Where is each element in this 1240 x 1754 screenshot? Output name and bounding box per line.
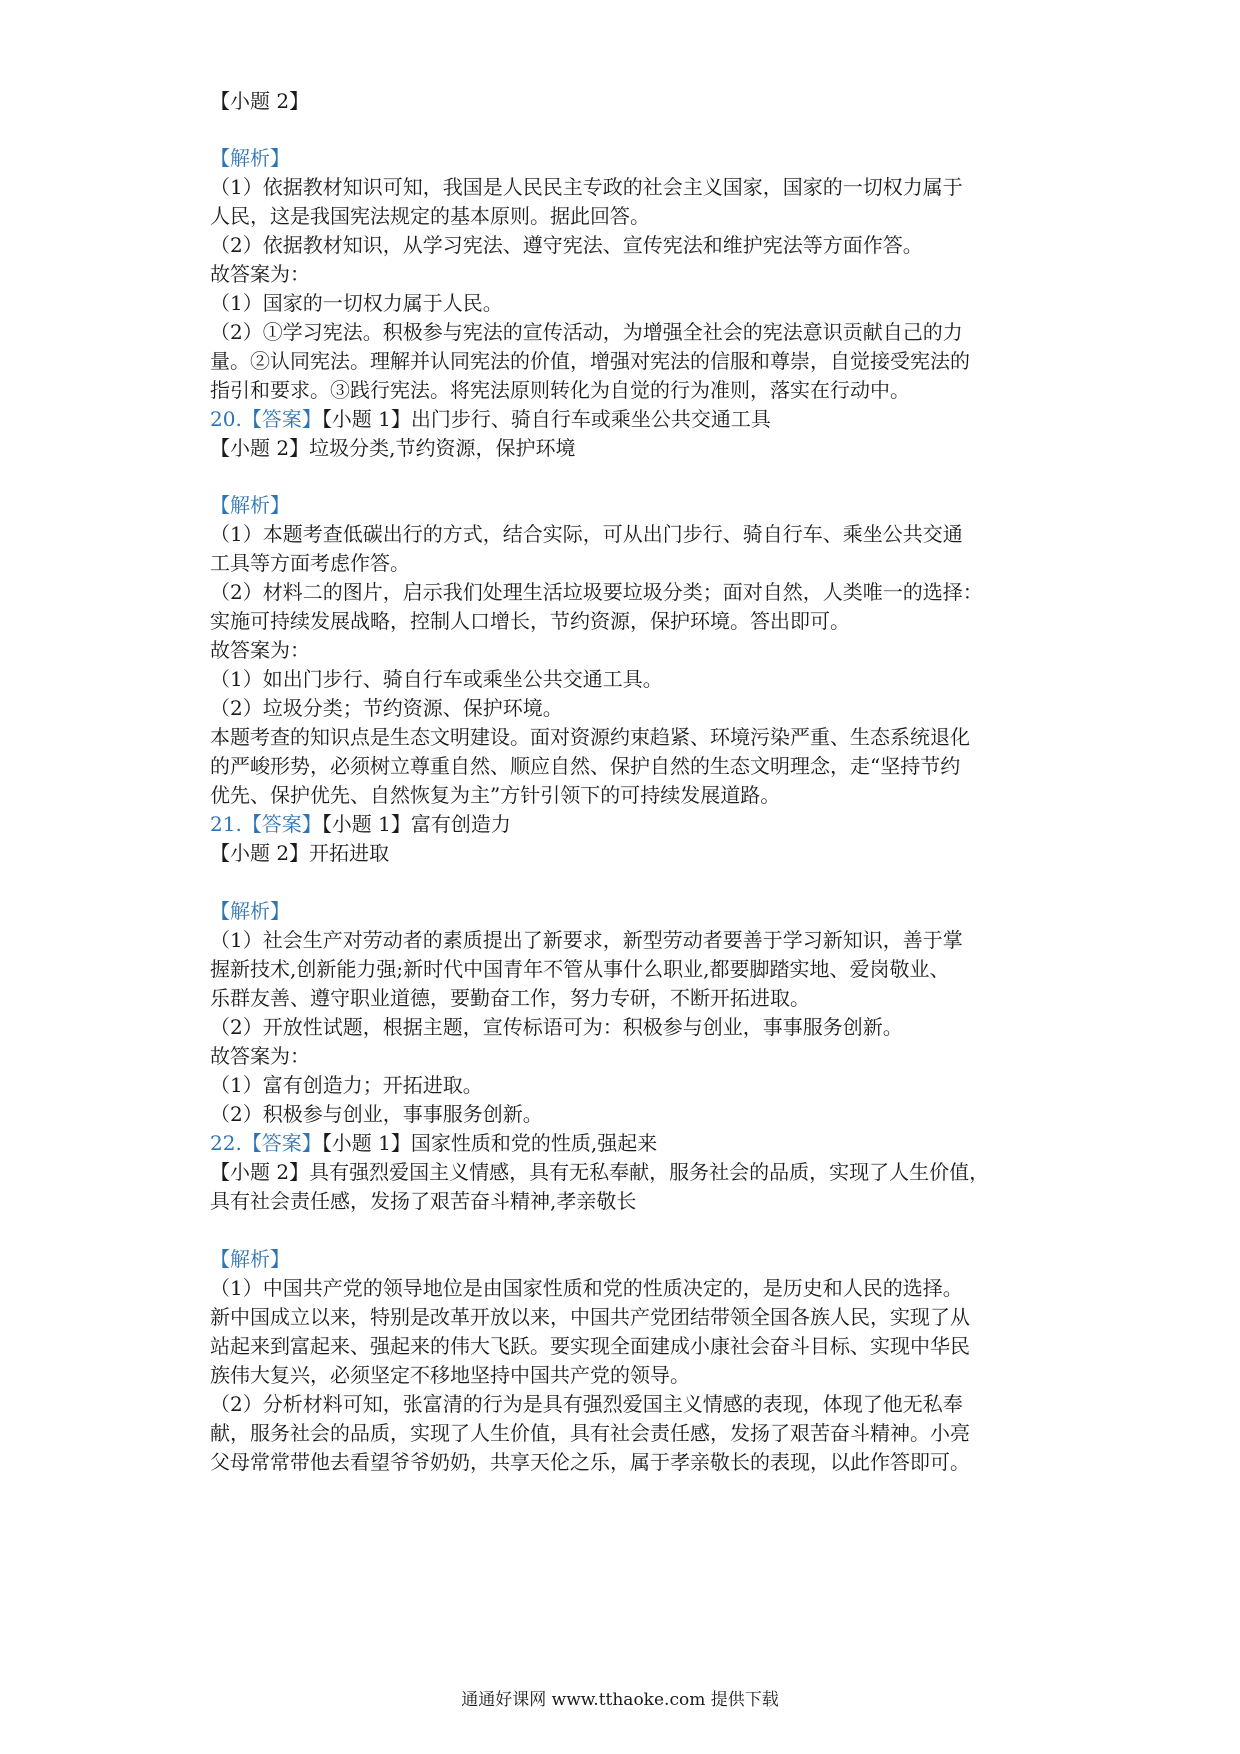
text-segment: 献，服务社会的品质，实现了人生价值，具有社会责任感，发扬了艰苦奋斗精神。小亮: [210, 1421, 970, 1445]
text-segment: 本题考查的知识点是生态文明建设。面对资源约束趋紧、环境污染严重、生态系统退化: [210, 725, 970, 749]
text-line: [210, 230, 1050, 260]
text-line: [210, 346, 1050, 376]
text-line: [210, 693, 1050, 723]
text-line: [210, 201, 1050, 231]
page-footer: 通通好课网 www.tthaoke.com 提供下载: [461, 1690, 779, 1710]
text-line: [210, 1447, 1050, 1477]
text-segment: （1）富有创造力；开拓进取。: [210, 1073, 483, 1097]
text-segment: 故答案为：: [210, 638, 310, 662]
text-segment: 指引和要求。③践行宪法。将宪法原则转化为自觉的行为准则，落实在行动中。: [210, 378, 910, 402]
text-line: [210, 1360, 1050, 1390]
text-segment: （1）依据教材知识可知，我国是人民民主专政的社会主义国家，国家的一切权力属于: [210, 175, 963, 199]
text-segment: 故答案为：: [210, 1044, 310, 1068]
text-segment: 的严峻形势，必须树立尊重自然、顺应自然、保护自然的生态文明理念，走“坚持节约: [210, 754, 961, 778]
text-segment: （1）国家的一切权力属于人民。: [210, 291, 503, 315]
text-line: [210, 635, 1050, 665]
text-segment: （2）依据教材知识，从学习宪法、遵守宪法、宣传宪法和维护宪法等方面作答。: [210, 233, 923, 257]
text-line: [210, 751, 1050, 781]
text-segment: 实施可持续发展战略，控制人口增长，节约资源，保护环境。答出即可。: [210, 609, 850, 633]
text-segment: （2）积极参与创业，事事服务创新。: [210, 1102, 543, 1126]
text-line: [210, 606, 1050, 636]
text-segment: 父母常常带他去看望爷爷奶奶，共享天伦之乐，属于孝亲敬长的表现，以此作答即可。: [210, 1450, 970, 1474]
text-line: [210, 490, 1050, 520]
text-line: [210, 838, 1050, 868]
text-line: [210, 1157, 1050, 1187]
section-label: 【解析】: [210, 146, 290, 170]
text-segment: 具有社会责任感，发扬了艰苦奋斗精神,孝亲敬长: [210, 1189, 637, 1213]
text-line: [210, 1186, 1050, 1216]
text-line: [210, 1244, 1050, 1274]
text-segment: 族伟大复兴，必须坚定不移地坚持中国共产党的领导。: [210, 1363, 690, 1387]
text-line: [210, 1128, 1050, 1158]
text-line: [210, 664, 1050, 694]
text-segment: 人民，这是我国宪法规定的基本原则。据此回答。: [210, 204, 650, 228]
text-line: [210, 375, 1050, 405]
text-line: [210, 809, 1050, 839]
text-line: [210, 433, 1050, 463]
text-segment: 握新技术,创新能力强;新时代中国青年不管从事什么职业,都要脚踏实地、爱岗敬业、: [210, 957, 950, 981]
text-segment: （2）开放性试题，根据主题，宣传标语可为：积极参与创业，事事服务创新。: [210, 1015, 903, 1039]
text-segment: 【小题 2】: [210, 89, 310, 113]
text-line: [210, 86, 1050, 116]
text-line: [210, 1012, 1050, 1042]
text-segment: （2）材料二的图片，启示我们处理生活垃圾要垃圾分类；面对自然，人类唯一的选择：: [210, 580, 983, 604]
text-line: [210, 1302, 1050, 1332]
text-line: [210, 404, 1050, 434]
text-line: [210, 722, 1050, 752]
text-segment: 故答案为：: [210, 262, 310, 286]
text-line: [210, 1331, 1050, 1361]
text-segment: 【小题 1】出门步行、骑自行车或乘坐公共交通工具: [321, 407, 771, 431]
text-segment: 【小题 2】垃圾分类,节约资源，保护环境: [210, 436, 576, 460]
section-label: 【解析】: [210, 1247, 290, 1271]
text-segment: 【小题 1】富有创造力: [321, 812, 511, 836]
text-segment: 工具等方面考虑作答。: [210, 551, 410, 575]
text-line: [210, 548, 1050, 578]
text-line: [210, 896, 1050, 926]
text-line: [210, 1041, 1050, 1071]
text-line: [210, 259, 1050, 289]
text-segment: （2）分析材料可知，张富清的行为是具有强烈爱国主义情感的表现，体现了他无私奉: [210, 1392, 963, 1416]
text-segment: 乐群友善、遵守职业道德，要勤奋工作，努力专研，不断开拓进取。: [210, 986, 810, 1010]
text-segment: 新中国成立以来，特别是改革开放以来，中国共产党团结带领全国各族人民，实现了从: [210, 1305, 970, 1329]
text-line: [210, 288, 1050, 318]
text-segment: （2）①学习宪法。积极参与宪法的宣传活动，为增强全社会的宪法意识贡献自己的力: [210, 320, 963, 344]
text-segment: （1）本题考查低碳出行的方式，结合实际，可从出门步行、骑自行车、乘坐公共交通: [210, 522, 963, 546]
text-line: [210, 983, 1050, 1013]
text-segment: （1）如出门步行、骑自行车或乘坐公共交通工具。: [210, 667, 663, 691]
text-segment: 【小题 1】国家性质和党的性质,强起来: [321, 1131, 658, 1155]
text-segment: 【小题 2】具有强烈爱国主义情感，具有无私奉献，服务社会的品质，实现了人生价值，: [210, 1160, 990, 1184]
text-line: [210, 317, 1050, 347]
text-line: [210, 172, 1050, 202]
section-label: 22.【答案】: [210, 1131, 322, 1155]
text-line: [210, 143, 1050, 173]
text-line: [210, 1273, 1050, 1303]
text-line: [210, 577, 1050, 607]
text-segment: 站起来到富起来、强起来的伟大飞跃。要实现全面建成小康社会奋斗目标、实现中华民: [210, 1334, 970, 1358]
text-line: [210, 1389, 1050, 1419]
section-label: 21.【答案】: [210, 812, 322, 836]
text-line: [210, 780, 1050, 810]
text-segment: 量。②认同宪法。理解并认同宪法的价值，增强对宪法的信服和尊崇，自觉接受宪法的: [210, 349, 970, 373]
text-segment: （2）垃圾分类；节约资源、保护环境。: [210, 696, 563, 720]
text-line: [210, 925, 1050, 955]
text-segment: （1）社会生产对劳动者的素质提出了新要求，新型劳动者要善于学习新知识，善于掌: [210, 928, 963, 952]
section-label: 【解析】: [210, 493, 290, 517]
text-line: [210, 1099, 1050, 1129]
section-label: 20.【答案】: [210, 407, 322, 431]
text-line: [210, 954, 1050, 984]
section-label: 【解析】: [210, 899, 290, 923]
text-segment: 优先、保护优先、自然恢复为主”方针引领下的可持续发展道路。: [210, 783, 781, 807]
text-line: [210, 1070, 1050, 1100]
text-segment: （1）中国共产党的领导地位是由国家性质和党的性质决定的，是历史和人民的选择。: [210, 1276, 963, 1300]
text-line: [210, 519, 1050, 549]
text-segment: 【小题 2】开拓进取: [210, 841, 390, 865]
text-line: [210, 1418, 1050, 1448]
